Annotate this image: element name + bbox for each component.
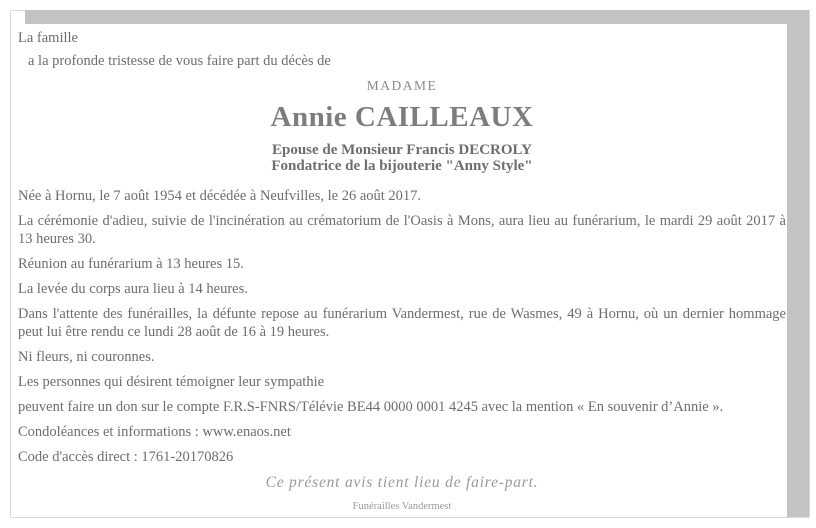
repose-paragraph: Dans l'attente des funérailles, la défunte repose au funérarium Vandermest, rue de Wasmes, 49 à Hornu, où un dernier hommage peut lui être rendu ce lundi 28 août de 16 à 19 heures. (18, 306, 786, 340)
right-shadow-bar (787, 10, 809, 517)
condolences-line: Condoléances et informations : www.enaos.net (18, 424, 291, 440)
meeting-line: Réunion au funérarium à 13 heures 15. (18, 256, 244, 272)
top-shadow-bar (25, 10, 809, 24)
civility-label: MADAME (366, 78, 438, 93)
donation-line: peuvent faire un don sur le compte F.R.S-FNRS/Télévie BE44 0000 0001 4245 avec la mention « En souvenir d’Annie ». (18, 399, 724, 415)
body-removal-line: La levée du corps aura lieu à 14 heures. (18, 281, 248, 297)
notice-line: Ce présent avis tient lieu de faire-part. (265, 474, 539, 491)
funeral-home-name: Funérailles Vandermest (352, 501, 452, 512)
family-line: La famille (18, 30, 78, 46)
ceremony-paragraph: La cérémonie d'adieu, suivie de l'incinération au crématorium de l'Oasis à Mons, aura lieu au funérarium, le mardi 29 août 2017 à 13 heures 30. (18, 213, 786, 247)
founder-line: Fondatrice de la bijouterie "Anny Style" (271, 158, 533, 174)
deceased-name: Annie CAILLEAUX (270, 101, 534, 133)
sympathy-line: Les personnes qui désirent témoigner leur sympathie (18, 374, 325, 390)
intro-line: a la profonde tristesse de vous faire part du décès de (28, 53, 331, 69)
flowers-line: Ni fleurs, ni couronnes. (18, 349, 155, 365)
access-code-line: Code d'accès direct : 1761-20170826 (18, 449, 234, 465)
announcement-body (18, 24, 786, 513)
spouse-line: Epouse de Monsieur Francis DECROLY (271, 142, 533, 158)
birth-death-line: Née à Hornu, le 7 août 1954 et décédée à Neufvilles, le 26 août 2017. (18, 188, 422, 204)
